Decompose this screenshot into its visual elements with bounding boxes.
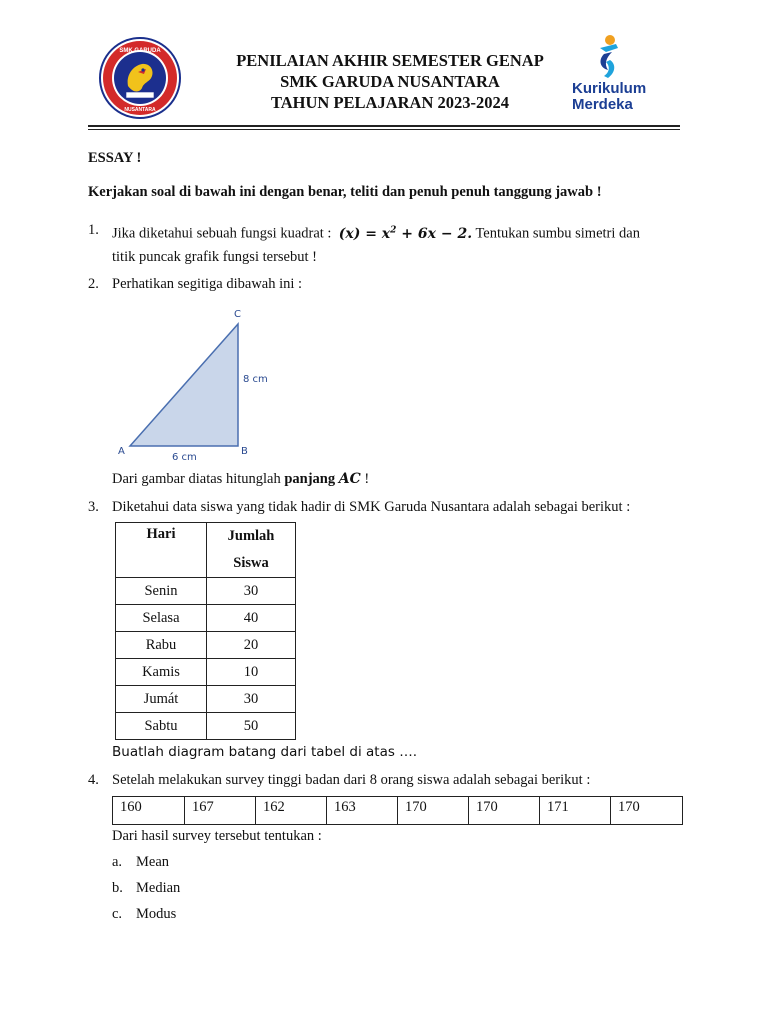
col-day-header: Hari	[116, 523, 207, 578]
height-cell: 167	[185, 797, 256, 825]
header-divider-thick	[88, 125, 680, 127]
height-cell: 163	[327, 797, 398, 825]
triangle-label-a: A	[118, 446, 125, 457]
day-cell: Kamis	[116, 659, 207, 686]
q3-number: 3.	[88, 499, 99, 515]
heights-table	[112, 796, 683, 825]
count-cell: 30	[207, 686, 296, 713]
height-cell: 160	[113, 797, 185, 825]
q1-formula-exp: 2	[390, 225, 397, 235]
header-line-3: TAHUN PELAJARAN 2023-2024	[270, 93, 510, 112]
q4-number: 4.	[88, 772, 99, 788]
q4-item-c-letter: c.	[112, 906, 123, 922]
header-divider-thin	[88, 129, 680, 130]
section-title: ESSAY !	[88, 150, 142, 166]
school-logo	[98, 36, 182, 120]
col-count-header-2: Siswa	[233, 555, 269, 571]
table-row	[116, 659, 296, 686]
heights-row	[113, 797, 683, 825]
table-row	[116, 578, 296, 605]
q4-item-a-letter: a.	[112, 854, 123, 870]
q2-text: Perhatikan segitiga dibawah ini :	[112, 276, 303, 292]
garuda-emblem-icon	[98, 36, 182, 120]
q1-number: 1.	[88, 222, 99, 238]
count-cell: 10	[207, 659, 296, 686]
merdeka-label: Merdeka	[572, 96, 633, 113]
triangle-side-ab: 6 cm	[172, 452, 197, 463]
triangle-label-b: B	[241, 446, 248, 457]
q1-text	[112, 220, 640, 244]
triangle-side-bc: 8 cm	[243, 374, 268, 385]
height-cell: 171	[540, 797, 611, 825]
day-cell: Jumát	[116, 686, 207, 713]
height-cell: 162	[256, 797, 327, 825]
day-cell: Senin	[116, 578, 207, 605]
kurikulum-merdeka-logo	[560, 30, 670, 120]
q1-text-b: Tentukan sumbu simetri dan	[475, 225, 640, 242]
q4-item-c-label: Modus	[136, 906, 177, 922]
q1-text-c: titik puncak grafik fungsi tersebut !	[112, 249, 317, 265]
q2-ask-bold: panjang	[284, 471, 339, 487]
table-row	[116, 605, 296, 632]
table-row	[116, 713, 296, 740]
triangle-figure	[110, 302, 280, 464]
kurikulum-merdeka-icon	[560, 30, 670, 84]
q2-ask-math: AC	[338, 471, 361, 487]
q2-number: 2.	[88, 276, 99, 292]
table-row	[116, 686, 296, 713]
q3-instruction: Buatlah diagram batang dari tabel di atas ….	[112, 744, 417, 760]
height-cell: 170	[611, 797, 683, 825]
q4-item-b-label: Median	[136, 880, 181, 896]
col-count-header-1: Jumlah	[227, 528, 275, 544]
header-line-2: SMK GARUDA NUSANTARA	[280, 72, 500, 91]
q2-ask-pre: Dari gambar diatas hitunglah	[112, 471, 285, 487]
instruction: Kerjakan soal di bawah ini dengan benar, teliti dan penuh penuh tanggung jawab !	[88, 184, 602, 200]
header-title	[190, 50, 590, 113]
day-cell: Sabtu	[116, 713, 207, 740]
kurikulum-label: Kurikulum	[572, 80, 647, 97]
header-line-1: PENILAIAN AKHIR SEMESTER GENAP	[236, 51, 544, 70]
height-cell: 170	[469, 797, 540, 825]
q1-text-a: Jika diketahui sebuah fungsi kuadrat :	[112, 225, 332, 242]
count-cell: 50	[207, 713, 296, 740]
count-cell: 20	[207, 632, 296, 659]
q1-formula	[339, 226, 472, 242]
q2-ask-post: !	[360, 471, 370, 487]
q4-ask: Dari hasil survey tersebut tentukan :	[112, 828, 322, 844]
q3-text: Diketahui data siswa yang tidak hadir di SMK Garuda Nusantara adalah sebagai berikut :	[112, 499, 631, 515]
q1-formula-lhs: (x) = x	[338, 225, 391, 242]
attendance-header-row	[116, 523, 296, 578]
q4-item-b-letter: b.	[112, 880, 123, 896]
q4-text: Setelah melakukan survey tinggi badan dari 8 orang siswa adalah sebagai berikut :	[112, 772, 591, 788]
table-row	[116, 632, 296, 659]
svg-text:NUSANTARA: NUSANTARA	[124, 107, 156, 113]
height-cell: 170	[398, 797, 469, 825]
triangle-shape	[130, 324, 238, 446]
day-cell: Selasa	[116, 605, 207, 632]
count-cell: 40	[207, 605, 296, 632]
day-cell: Rabu	[116, 632, 207, 659]
right-triangle-diagram	[110, 302, 280, 464]
q1-formula-rhs: + 6x − 2.	[396, 225, 473, 242]
svg-text:SMK GARUDA: SMK GARUDA	[119, 48, 161, 54]
count-cell: 30	[207, 578, 296, 605]
q4-item-a-label: Mean	[136, 854, 170, 870]
triangle-label-c: C	[234, 309, 241, 320]
q2-ask	[112, 469, 369, 489]
attendance-table	[115, 522, 296, 740]
col-count-header	[207, 523, 296, 578]
